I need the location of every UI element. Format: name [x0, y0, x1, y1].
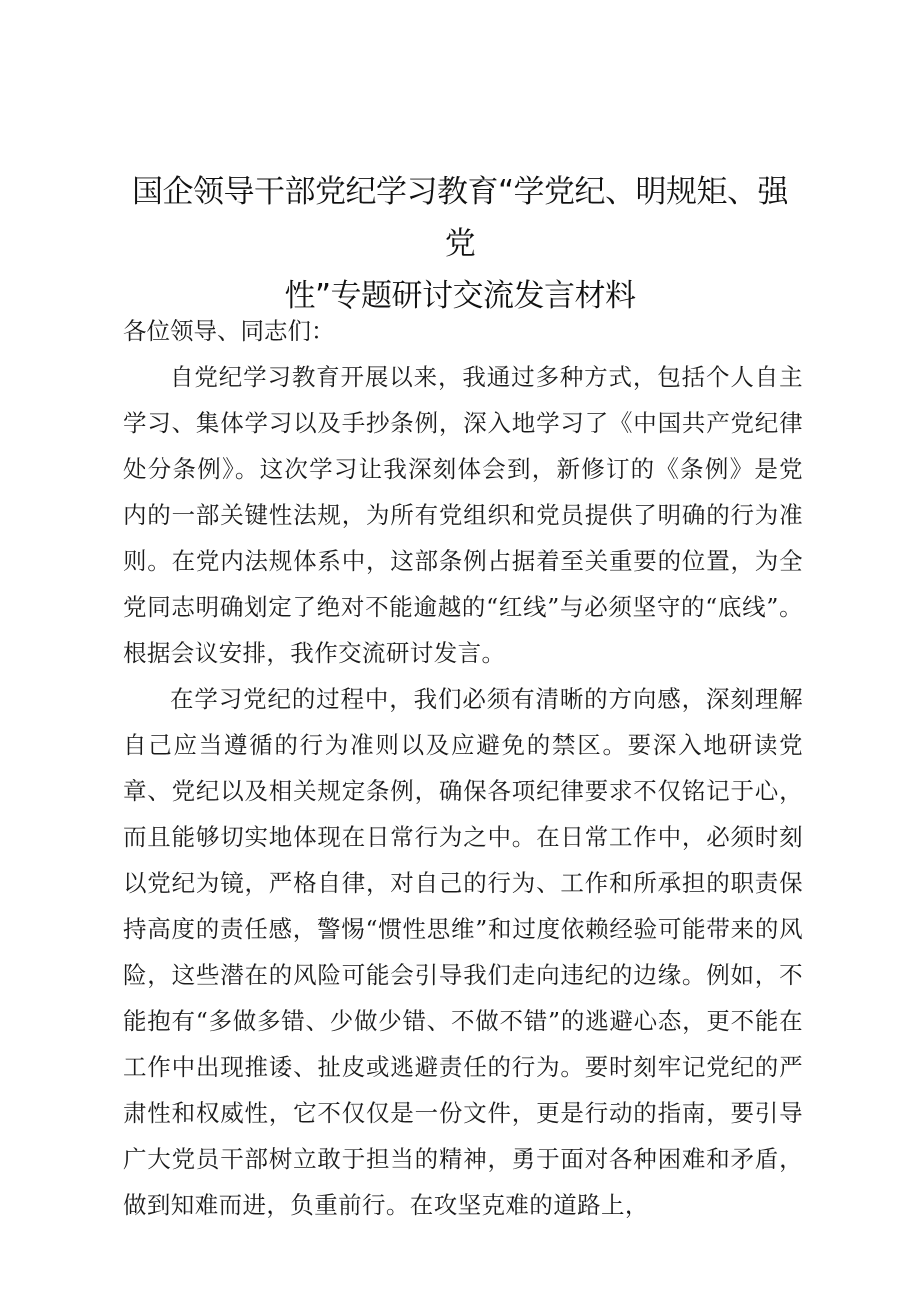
body-paragraph-1: 自党纪学习教育开展以来，我通过多种方式，包括个人自主学习、集体学习以及手抄条例，深入地学习了《中国共产党纪律处分条例》。这次学习让我深刻体会到，新修订的《条例》是党内的一部关键性法规，为所有党组织和党员提供了明确的行为准则。在党内法规体系中，这部条例占据着至关重要的位置，为全党同志明确划定了绝对不能逾越的“红线”与必须坚守的“底线”。根据会议安排，我作交流研讨发言。	[123, 363, 803, 667]
document-title-line-2: 性”专题研讨交流发言材料	[284, 278, 636, 314]
document-body	[123, 308, 803, 1228]
document-title-line-1: 国企领导干部党纪学习教育“学党纪、明规矩、强党	[131, 174, 789, 262]
document-title	[120, 166, 800, 322]
body-paragraph-2: 在学习党纪的过程中，我们必须有清晰的方向感，深刻理解自己应当遵循的行为准则以及应避免的禁区。要深入地研读党章、党纪以及相关规定条例，确保各项纪律要求不仅铭记于心，而且能够切实地体现在日常行为之中。在日常工作中，必须时刻以党纪为镜，严格自律，对自己的行为、工作和所承担的职责保持高度的责任感，警惕“惯性思维”和过度依赖经验可能带来的风险，这些潜在的风险可能会引导我们走向违纪的边缘。例如，不能抱有“多做多错、少做少错、不做不错”的逃避心态，更不能在工作中出现推诿、扯皮或逃避责任的行为。要时刻牢记党纪的严肃性和权威性，它不仅仅是一份文件，更是行动的指南，要引导广大党员干部树立敢于担当的精神，勇于面对各种困难和矛盾，做到知难而进，负重前行。在攻坚克难的道路上，	[123, 685, 803, 1219]
salutation: 各位领导、同志们：	[123, 317, 335, 345]
